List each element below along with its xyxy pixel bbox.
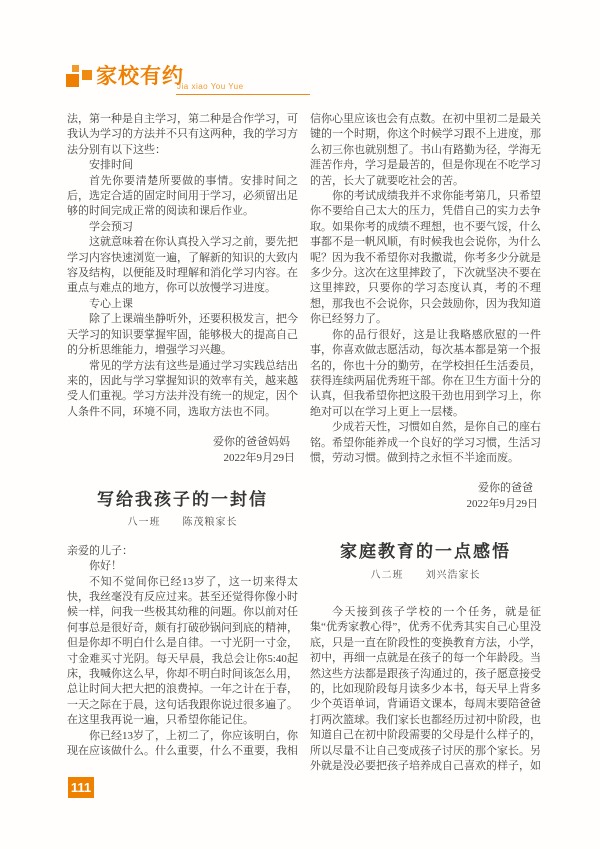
letter2-paragraph: 你的品行很好，这是让我略感欣慰的一件事，你喜欢做志愿活动，每次基本都是第一个报名的，你也十分的勤劳，在学校担任生活委员，获得连续两届优秀班干部。你在卫生方面十分的认真，但我希望你把这股干劲也用到学习上，你绝对可以在学习上更上一层楼。 <box>310 328 541 418</box>
letter1-continuation: 法，第一种是自主学习，第二种是合作学习，可我认为学习的方法并不只有这两种，我的学习方法分别有以下这些： <box>67 113 298 156</box>
letter2-paragraph: 不知不觉间你已经13岁了，这一切来得太快，我丝毫没有反应过来。甚至还觉得你像小时候一样，问我一些极其幼稚的问题。你以前对任何事总是很好奇，颇有打破砂锅问到底的精神，但是你却不明白什么是自律。一寸光阴一寸金，寸金难买寸光阴。每天早晨，我总会让你5:40起床，我喊你这么早，你却不明白时间该怎么用，总让时间大把大把的浪费掉。一年之计在于春，一天之际在于晨，这句话我跟你说过很多遍了。在这里我再说一遍，只希望你能记住。 <box>67 575 298 727</box>
letter2-date: 2022年9月29日 <box>466 497 538 510</box>
letter1-subheading: 学会预习 <box>89 220 133 233</box>
letter2-greeting: 你好！ <box>89 560 122 573</box>
letter2-title: 写给我孩子的一封信 <box>97 489 268 509</box>
letter1-subheading: 安排时间 <box>89 159 133 172</box>
page-number-badge: 111 <box>68 777 94 798</box>
letter1-subheading: 专心上课 <box>89 297 133 310</box>
letter3-paragraph: 今天接到孩子学校的一个任务，就是征集“优秀家教心得”，优秀不优秀其实自己心里没底，只是一直在阶段性的变换教育方法，小学，初中，再细一点就是在孩子的每一个年龄段。当然这些方法都是跟孩子沟通过的，孩子愿意接受的，比如现阶段每月读多少本书，每天早上背多少个英语单词，背诵语文课本，每周末要陪爸爸打两次篮球。我们家长也都经历过初中阶段，也知道自己在初中阶段需要的父母是什么样子的，所以尽量不让自己变成孩子讨厌的那个家长。另外就是没必要把孩子培养成自己喜欢的样子，如 <box>310 605 541 773</box>
logo-squares-icon <box>72 65 79 72</box>
letter1-paragraph: 除了上课端坐静听外，还要积极发言，把今天学习的知识要掌握牢固，能够极大的提高自己的分析思维能力，增强学习兴趣。 <box>67 313 298 357</box>
logo-squares-icon <box>82 70 92 80</box>
letter2-salutation: 亲爱的儿子： <box>67 544 133 557</box>
logo-squares-icon <box>66 74 79 87</box>
letter2-byline: 八一班 陈茂粮家长 <box>127 517 238 529</box>
letter1-closing-paragraph: 常见的学方法有这些是通过学习实践总结出来的，因此与学习掌握知识的效率有关，越来越受人们重视。学习方法并没有统一的规定，因个人条件不同，环境不同，选取方法也不同。 <box>67 359 298 418</box>
letter1-date: 2022年9月29日 <box>223 451 295 464</box>
letter2-paragraph: 你的考试成绩我并不求你能考第几，只希望你不要给自己太大的压力，凭借自己的实力去争取。如果你考的成绩不理想，也不要气馁，什么事都不是一帆风顺，有时候我也会说你，为什么呢？因为我不希望你对我撒谎，你考多少分就是多少分。这次在这里摔跤了，下次就坚决不要在这里摔跤，只要你的学习态度认真，考的不理想，那我也不会说你，只会鼓励你，因为我知道你已经努力了。 <box>310 190 541 326</box>
letter1-signature: 爱你的爸爸妈妈 <box>213 436 290 449</box>
letter2-paragraph-continuation: 信你心里应该也会有点数。在初中里初二是最关键的一个时期，你这个时候学习跟不上进度，那么初三你也就别想了。书山有路勤为径，学海无涯苦作舟，学习是最苦的，但是你现在不吃学习的苦，长大了就要吃社会的苦。 <box>310 113 541 187</box>
letter1-paragraph: 这就意味着在你认真投入学习之前，要先把学习内容快速浏览一遍，了解新的知识的大致内容及结构，以便能及时理解和消化学习内容。在重点与难点的地方，你可以放慢学习进度。 <box>67 236 298 295</box>
letter2-signature: 爱你的爸爸 <box>478 482 533 495</box>
section-title: 家校有约 <box>96 64 184 88</box>
header-rule <box>176 94 310 95</box>
letter2-paragraph: 少成若天性，习惯如自然，是你自己的座右铭。希望你能养成一个良好的学习习惯，生活习惯，劳动习惯。做到持之永恒不半途而废。 <box>310 421 541 464</box>
letter1-paragraph: 首先你要清楚所要做的事情。安排时间之后，选定合适的固定时间用于学习，必须留出足够的时间完成正常的阅读和课后作业。 <box>67 174 298 218</box>
letter3-byline: 八二班 刘兴浩家长 <box>370 569 481 581</box>
letter3-title: 家庭教育的一点感悟 <box>340 542 511 562</box>
right-column <box>310 112 541 774</box>
letter2-paragraph: 你已经13岁了，上初二了，你应该明白，你现在应该做什么。什么重要，什么不重要，我相 <box>67 729 298 758</box>
left-column <box>67 112 298 759</box>
section-subtitle-pinyin: Jia xiao You Yue <box>177 82 244 91</box>
